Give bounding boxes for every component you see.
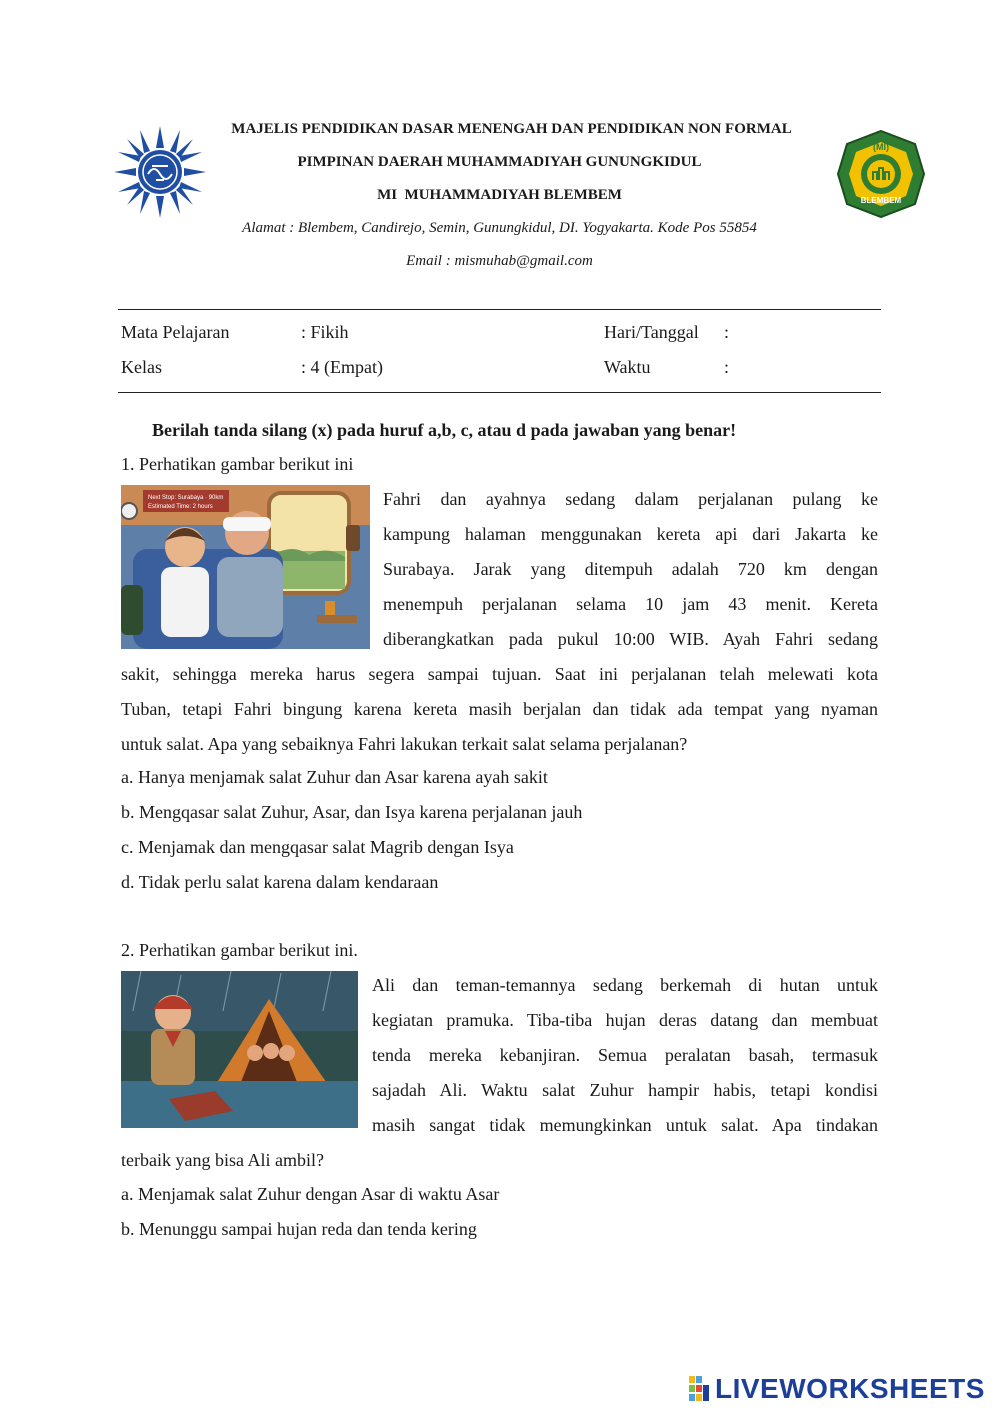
right-logo [835,128,927,220]
header-address: Alamat : Blembem, Candirejo, Semin, Gunungkidul, DI. Yogyakarta. Kode Pos 55854 [242,220,757,236]
q1-full-line: Tuban, tetapi Fahri bingung karena kereta masih berjalan dan tidak ada tempat yang nyaman [121,699,878,719]
q2-side-line: Ali dan teman-temannya sedang berkemah di hutan untuk [372,975,878,995]
q1-option-c[interactable]: c. Menjamak dan mengqasar salat Magrib dengan Isya [121,837,514,857]
train-passengers-illustration-icon [121,485,370,649]
liveworksheets-blocks-icon [689,1376,711,1402]
svg-text:Next Stop: Surabaya · 90km: Next Stop: Surabaya · 90km [148,495,224,501]
q2-option-b[interactable]: b. Menunggu sampai hujan reda dan tenda kering [121,1219,477,1239]
q1-question-line: untuk salat. Apa yang sebaiknya Fahri lakukan terkait salat selama perjalanan? [121,734,688,754]
q1-full-text [121,657,878,727]
time-value: : [724,357,730,377]
camping-rain-illustration-icon [121,971,358,1128]
q1-side-line: menempuh perjalanan selama 10 jam 43 menit. Kereta [383,594,878,614]
svg-text:Estimated Time: 2 hours: Estimated Time: 2 hours [148,504,213,510]
q1-option-b[interactable]: b. Mengqasar salat Zuhur, Asar, dan Isya karena perjalanan jauh [121,802,583,822]
header-email: Email : mismuhab@gmail.com [406,253,593,269]
q2-question-line: terbaik yang bisa Ali ambil? [121,1150,324,1170]
right-logo-mi: (MI) [873,142,889,152]
q1-side-line: Surabaya. Jarak yang ditempuh adalah 720 km dengan [383,559,878,579]
class-label: Kelas [121,357,162,377]
subject-value: : Fikih [301,322,349,342]
q1-side-line: kampung halaman menggunakan kereta api dari Jakarta ke [383,524,878,544]
q1-title: 1. Perhatikan gambar berikut ini [121,454,354,474]
q1-image [121,485,370,649]
date-label: Hari/Tanggal [604,322,699,342]
left-logo [112,124,208,220]
time-label: Waktu [604,357,651,377]
q1-full-line: sakit, sehingga mereka harus segera sampai tujuan. Saat ini perjalanan telah melewati kota [121,664,878,684]
date-value: : [724,322,730,342]
q2-option-a[interactable]: a. Menjamak salat Zuhur dengan Asar di waktu Asar [121,1184,500,1204]
q1-side-line: Fahri dan ayahnya sedang dalam perjalanan pulang ke [383,489,878,509]
q1-side-text [383,482,878,657]
header-line-1: MAJELIS PENDIDIKAN DASAR MENENGAH DAN PENDIDIKAN NON FORMAL [231,121,792,137]
header-line-3: MI MUHAMMADIYAH BLEMBEM [377,187,622,203]
muhammadiyah-sun-logo-icon [112,124,208,220]
info-divider [118,392,881,393]
header-divider [118,309,881,310]
subject-label: Mata Pelajaran [121,322,230,342]
liveworksheets-logo[interactable] [689,1372,985,1406]
q2-side-text [372,968,878,1143]
q2-side-line: kegiatan pramuka. Tiba-tiba hujan deras datang dan membuat [372,1010,878,1030]
q1-option-d[interactable]: d. Tidak perlu salat karena dalam kendaraan [121,872,439,892]
right-logo-text: BLEMBEM [860,196,902,205]
class-value: : 4 (Empat) [301,357,383,377]
liveworksheets-brand: LIVEWORKSHEETS [715,1373,985,1404]
instruction: Berilah tanda silang (x) pada huruf a,b, c, atau d pada jawaban yang benar! [152,420,737,440]
q1-option-a[interactable]: a. Hanya menjamak salat Zuhur dan Asar karena ayah sakit [121,767,548,787]
q1-side-line: diberangkatkan pada pukul 10:00 WIB. Ayah Fahri sedang [383,629,878,649]
q2-side-line: masih sangat tidak memungkinkan untuk salat. Apa tindakan [372,1115,878,1135]
q2-title: 2. Perhatikan gambar berikut ini. [121,940,358,960]
q2-side-line: tenda mereka kebanjiran. Semua peralatan basah, termasuk [372,1045,878,1065]
q2-image [121,971,358,1128]
header-line-2: PIMPINAN DAERAH MUHAMMADIYAH GUNUNGKIDUL [297,154,702,170]
q2-side-line: sajadah Ali. Waktu salat Zuhur hampir habis, tetapi kondisi [372,1080,878,1100]
